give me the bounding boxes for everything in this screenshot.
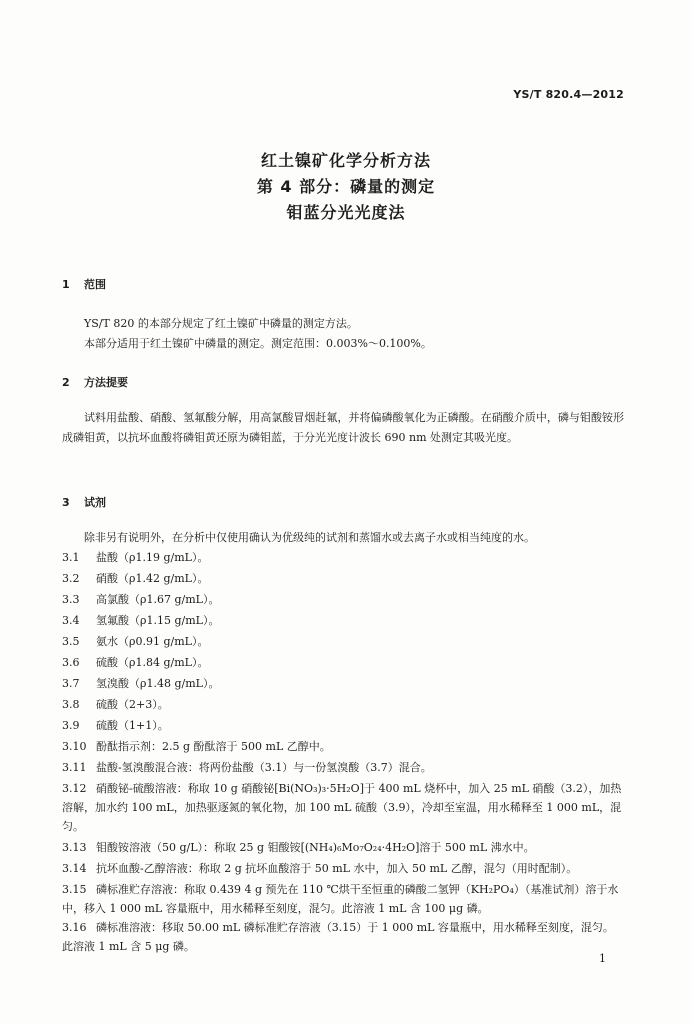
section-heading-scope	[62, 276, 106, 292]
reagent-text: 硫酸（2+3）。	[96, 698, 169, 711]
reagent-text: 硫酸（ρ1.84 g/mL）。	[96, 656, 209, 669]
method-summary-paragraph: 试料用盐酸、硝酸、氢氟酸分解，用高氯酸冒烟赶氟，并将偏磷酸氧化为正磷酸。在硝酸介质中，磷与钼酸铵形成磷钼黄，以抗坏血酸将磷钼黄还原为磷钼蓝，于分光光度计波长 690 nm 处测定其吸光度。	[62, 411, 624, 444]
reagent-item	[62, 737, 624, 756]
section-title: 范围	[84, 278, 106, 291]
reagent-item	[62, 590, 624, 609]
reagent-text: 氢溴酸（ρ1.48 g/mL）。	[96, 677, 220, 690]
reagent-item	[62, 569, 624, 588]
reagent-item	[62, 653, 624, 672]
reagent-number: 3.10	[62, 740, 87, 753]
reagent-text: 硝酸铋-硫酸溶液：称取 10 g 硝酸铋[Bi(NO₃)₃·5H₂O]于 400 mL 烧杯中，加入 25 mL 硝酸（3.2），加热溶解，加水约 100 mL，加热驱逐氮的氧化物，加 100 mL 硫酸（3.9），冷却至室温，用水稀释至 1 000 mL，混匀。	[62, 782, 622, 833]
scope-paragraph-2: 本部分适用于红土镍矿中磷量的测定。测定范围：0.003%～0.100%。	[84, 337, 432, 350]
reagent-text: 氢氟酸（ρ1.15 g/mL）。	[96, 614, 220, 627]
standard-code: YS/T 820.4—2012	[513, 88, 624, 101]
reagent-number: 3.16	[62, 921, 87, 934]
reagent-item	[62, 918, 624, 956]
reagent-text: 盐酸（ρ1.19 g/mL）。	[96, 551, 209, 564]
reagent-number: 3.9	[62, 719, 80, 732]
section-title: 方法提要	[84, 376, 128, 389]
reagent-item	[62, 758, 624, 777]
reagent-number: 3.8	[62, 698, 80, 711]
page-number: 1	[599, 952, 606, 965]
reagent-text: 酚酞指示剂：2.5 g 酚酞溶于 500 mL 乙醇中。	[96, 740, 331, 753]
reagent-number: 3.7	[62, 677, 80, 690]
reagent-text: 抗坏血酸-乙醇溶液：称取 2 g 抗坏血酸溶于 50 mL 水中，加入 50 mL 乙醇，混匀（用时配制）。	[96, 862, 578, 875]
title-line-2: 第 4 部分：磷量的测定	[256, 177, 436, 196]
title-line-1: 红土镍矿化学分析方法	[260, 151, 431, 170]
reagent-item	[62, 779, 624, 836]
scope-paragraph-1: YS/T 820 的本部分规定了红土镍矿中磷量的测定方法。	[84, 317, 358, 330]
reagent-text: 高氯酸（ρ1.67 g/mL）。	[96, 593, 220, 606]
reagent-number: 3.14	[62, 862, 87, 875]
reagent-number: 3.6	[62, 656, 80, 669]
reagents-intro-paragraph: 除非另有说明外，在分析中仅使用确认为优级纯的试剂和蒸馏水或去离子水或相当纯度的水。	[84, 531, 535, 544]
reagent-item	[62, 838, 624, 857]
reagent-item	[62, 632, 624, 651]
reagent-item	[62, 859, 624, 878]
reagent-number: 3.13	[62, 841, 87, 854]
reagent-text: 磷标准贮存溶液：称取 0.439 4 g 预先在 110 ℃烘干至恒重的磷酸二氢钾（KH₂PO₄）（基准试剂）溶于水中，移入 1 000 mL 容量瓶中，用水稀释至刻度，混匀。此溶液 1 mL 含 100 μg 磷。	[62, 883, 619, 915]
section-number: 2	[62, 376, 70, 389]
title-line-3: 钼蓝分光光度法	[286, 203, 406, 222]
reagent-text: 氨水（ρ0.91 g/mL）。	[96, 635, 209, 648]
reagent-text: 钼酸铵溶液（50 g/L）：称取 25 g 钼酸铵[(NH₄)₆Mo₇O₂₄·4H₂O]溶于 500 mL 沸水中。	[96, 841, 535, 854]
section-number: 1	[62, 278, 70, 291]
reagent-number: 3.3	[62, 593, 80, 606]
reagent-number: 3.11	[62, 761, 87, 774]
reagent-text: 硫酸（1+1）。	[96, 719, 169, 732]
reagent-number: 3.4	[62, 614, 80, 627]
reagent-number: 3.15	[62, 883, 87, 896]
reagent-item	[62, 880, 624, 918]
section-heading-method-summary	[62, 374, 128, 390]
section-title: 试剂	[84, 496, 106, 509]
reagent-number: 3.5	[62, 635, 80, 648]
reagent-item	[62, 695, 624, 714]
reagent-number: 3.12	[62, 782, 87, 795]
reagent-number: 3.1	[62, 551, 80, 564]
document-title	[0, 148, 692, 226]
reagent-item	[62, 611, 624, 630]
reagent-item	[62, 716, 624, 735]
section-number: 3	[62, 496, 70, 509]
reagent-item	[62, 674, 624, 693]
reagent-item	[62, 548, 624, 567]
reagent-text: 盐酸-氢溴酸混合液：将两份盐酸（3.1）与一份氢溴酸（3.7）混合。	[96, 761, 432, 774]
section-heading-reagents	[62, 494, 106, 510]
reagent-number: 3.2	[62, 572, 80, 585]
reagent-text: 磷标准溶液：移取 50.00 mL 磷标准贮存溶液（3.15）于 1 000 mL 容量瓶中，用水稀释至刻度，混匀。此溶液 1 mL 含 5 μg 磷。	[62, 921, 614, 953]
reagent-text: 硝酸（ρ1.42 g/mL）。	[96, 572, 209, 585]
